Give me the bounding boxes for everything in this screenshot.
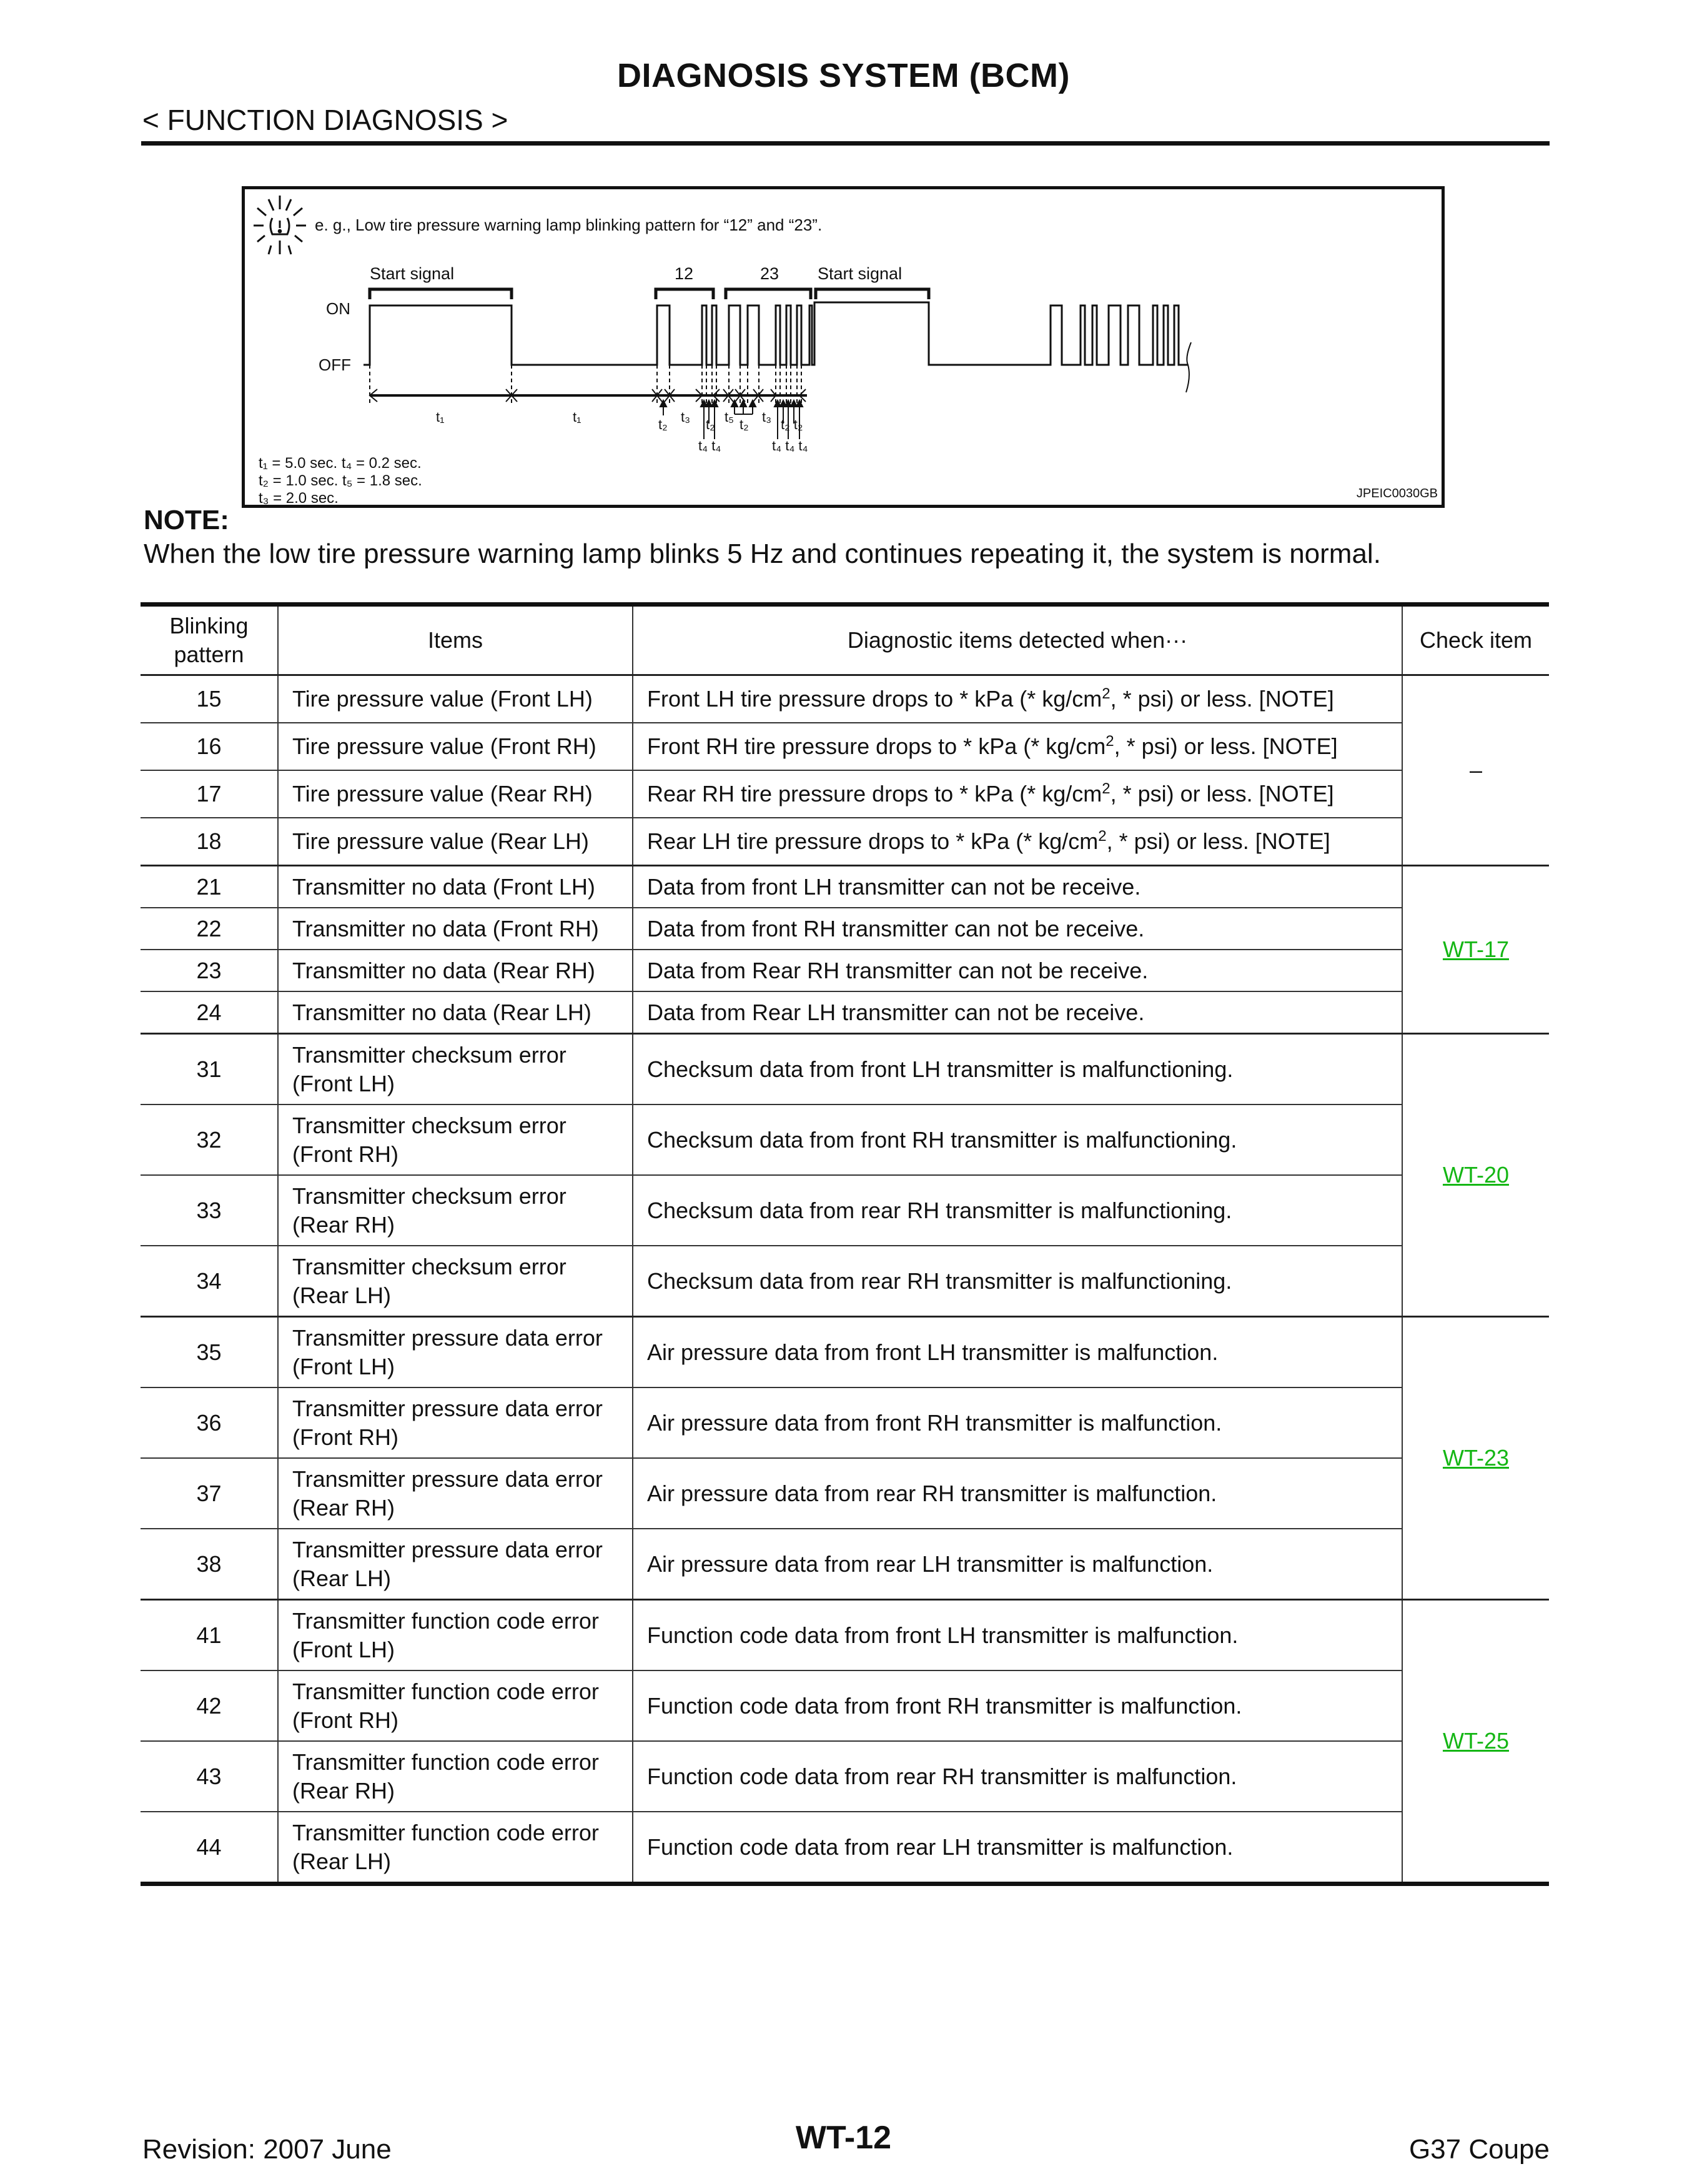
item-cell: Transmitter function code error (Rear LH) [278,1812,633,1884]
svg-text:t₅: t₅ [725,409,734,425]
blinking-pattern-cell: 22 [141,908,278,950]
detected-cell: Data from Rear LH transmitter can not be receive. [633,991,1402,1034]
detected-cell: Front RH tire pressure drops to * kPa (* $kg/cm^2$, * psi) or less. [NOTE] [633,723,1402,770]
detected-cell: Air pressure data from front RH transmitter is malfunction. [633,1387,1402,1458]
table-header-row [141,605,1549,675]
svg-text:t₃: t₃ [762,409,772,425]
check-item-cell [1402,1034,1549,1317]
blinking-pattern-cell: 36 [141,1387,278,1458]
svg-text:t₂: t₂ [658,417,668,432]
detected-cell: Air pressure data from rear RH transmitter is malfunction. [633,1458,1402,1529]
svg-text:t₂ t₂: t₂ t₂ [781,417,803,432]
table-row [141,1387,1549,1458]
svg-text:t₁: t₁ [573,409,581,425]
page-title: DIAGNOSIS SYSTEM (BCM) [616,57,1071,94]
section-heading: < FUNCTION DIAGNOSIS > [142,104,508,136]
column-header-blinking-pattern: Blinking pattern [141,605,278,675]
blinking-pattern-diagram [242,186,1445,508]
item-cell: Transmitter pressure data error (Front LH) [278,1317,633,1388]
item-cell: Transmitter pressure data error (Rear RH) [278,1458,633,1529]
table-row [141,1458,1549,1529]
blinking-pattern-cell: 31 [141,1034,278,1105]
table-row [141,1812,1549,1884]
link-wt-17[interactable]: WT-17 [1442,936,1509,962]
table-row [141,818,1549,866]
blinking-pattern-cell: 42 [141,1670,278,1741]
link-wt-23[interactable]: WT-23 [1442,1445,1509,1471]
blinking-pattern-cell: 18 [141,818,278,866]
item-cell: Transmitter no data (Rear LH) [278,991,633,1034]
diagram-caption: e. g., Low tire pressure warning lamp blinking pattern for “12” and “23”. [315,216,823,234]
detected-cell: Function code data from rear RH transmitter is malfunction. [633,1741,1402,1812]
item-cell: Transmitter function code error (Front RH) [278,1670,633,1741]
svg-text:t₄ t₄: t₄ t₄ [698,438,721,454]
item-cell: Tire pressure value (Rear LH) [278,818,633,866]
blinking-pattern-cell: 37 [141,1458,278,1529]
svg-text:t₂: t₂ [740,417,749,432]
svg-text:ON: ON [326,299,350,318]
blinking-pattern-cell: 43 [141,1741,278,1812]
check-item-cell [1402,1317,1549,1600]
svg-text:23: 23 [760,264,779,283]
detected-cell: Checksum data from rear RH transmitter is malfunctioning. [633,1175,1402,1246]
item-cell: Transmitter function code error (Rear RH) [278,1741,633,1812]
figure-id: JPEIC0030GB [1356,487,1438,500]
svg-text:t₂ = 1.0 sec. t₅ = 1.8 sec.: t₂ = 1.0 sec. t₅ = 1.8 sec. [259,472,422,489]
table-row [141,866,1549,908]
detected-cell: Front LH tire pressure drops to * kPa (* $kg/cm^2$, * psi) or less. [NOTE] [633,675,1402,723]
detected-cell: Data from front RH transmitter can not be receive. [633,908,1402,950]
blinking-pattern-cell: 35 [141,1317,278,1388]
detected-cell: Function code data from front RH transmitter is malfunction. [633,1670,1402,1741]
timing-legend [259,455,422,505]
blinking-pattern-cell: 33 [141,1175,278,1246]
revision-label: Revision: 2007 June [142,2134,392,2165]
item-cell: Transmitter checksum error (Front LH) [278,1034,633,1105]
item-cell: Tire pressure value (Front LH) [278,675,633,723]
table-row [141,1104,1549,1175]
table-row [141,1600,1549,1671]
table-row [141,1246,1549,1317]
check-item-cell: – [1402,675,1549,866]
table-row [141,991,1549,1034]
blinking-pattern-cell: 38 [141,1529,278,1600]
detected-cell: Rear LH tire pressure drops to * kPa (* $kg/cm^2$, * psi) or less. [NOTE] [633,818,1402,866]
item-cell: Transmitter pressure data error (Front RH) [278,1387,633,1458]
tire-pressure-warning-lamp-icon [254,196,306,254]
table-row [141,1175,1549,1246]
table-row [141,1529,1549,1600]
item-cell: Transmitter no data (Rear RH) [278,950,633,991]
svg-text:t₁ = 5.0 sec. t₄ = 0.2 sec.: t₁ = 5.0 sec. t₄ = 0.2 sec. [259,455,422,472]
detected-cell: Data from front LH transmitter can not be receive. [633,866,1402,908]
table-row [141,770,1549,818]
svg-text:t₁: t₁ [436,409,445,425]
detected-cell: Air pressure data from front LH transmitter is malfunction. [633,1317,1402,1388]
item-cell: Transmitter function code error (Front LH) [278,1600,633,1671]
item-cell: Transmitter no data (Front LH) [278,866,633,908]
svg-text:Start signal: Start signal [818,264,903,283]
link-wt-25[interactable]: WT-25 [1442,1728,1509,1754]
item-cell: Transmitter pressure data error (Rear LH) [278,1529,633,1600]
svg-text:t₂: t₂ [706,417,715,432]
note-label: NOTE: [144,505,229,535]
column-header-check-item: Check item [1402,605,1549,675]
svg-text:t₃: t₃ [681,409,691,425]
detected-cell: Checksum data from front LH transmitter is malfunctioning. [633,1034,1402,1105]
table-row [141,1317,1549,1388]
blinking-pattern-cell: 17 [141,770,278,818]
blinking-pattern-cell: 41 [141,1600,278,1671]
detected-cell: Data from Rear RH transmitter can not be receive. [633,950,1402,991]
item-cell: Tire pressure value (Rear RH) [278,770,633,818]
check-item-cell [1402,1600,1549,1884]
item-cell: Transmitter no data (Front RH) [278,908,633,950]
item-cell: Tire pressure value (Front RH) [278,723,633,770]
table-row [141,723,1549,770]
table-row [141,950,1549,991]
timing-chart [245,189,1442,505]
blinking-pattern-cell: 23 [141,950,278,991]
blinking-pattern-cell: 34 [141,1246,278,1317]
svg-text:Start signal: Start signal [370,264,455,283]
item-cell: Transmitter checksum error (Rear RH) [278,1175,633,1246]
table-row [141,1741,1549,1812]
table-row [141,1034,1549,1105]
svg-text:OFF: OFF [319,355,351,374]
svg-text:t₄ t₄ t₄: t₄ t₄ t₄ [772,438,808,454]
page-number: WT-12 [795,2120,892,2156]
table-row [141,1670,1549,1741]
note-text: When the low tire pressure warning lamp blinks 5 Hz and continues repeating it, the system is normal. [144,539,1381,569]
blinking-pattern-cell: 16 [141,723,278,770]
item-cell: Transmitter checksum error (Front RH) [278,1104,633,1175]
model-label: G37 Coupe [1408,2134,1550,2165]
check-item-cell [1402,866,1549,1034]
svg-text:12: 12 [675,264,694,283]
link-wt-20[interactable]: WT-20 [1442,1162,1509,1188]
blinking-pattern-table [141,602,1549,1886]
column-header-items: Items [278,605,633,675]
column-header-detected-when: Diagnostic items detected when··· [633,605,1402,675]
table-row [141,908,1549,950]
detected-cell: Checksum data from front RH transmitter is malfunctioning. [633,1104,1402,1175]
blinking-pattern-cell: 15 [141,675,278,723]
blinking-pattern-cell: 44 [141,1812,278,1884]
blinking-pattern-cell: 32 [141,1104,278,1175]
detected-cell: Function code data from front LH transmitter is malfunction. [633,1600,1402,1671]
item-cell: Transmitter checksum error (Rear LH) [278,1246,633,1317]
svg-text:t₃ = 2.0 sec.: t₃ = 2.0 sec. [259,490,339,505]
blinking-pattern-cell: 24 [141,991,278,1034]
detected-cell: Air pressure data from rear LH transmitter is malfunction. [633,1529,1402,1600]
header-divider [141,141,1550,146]
detected-cell: Function code data from rear LH transmitter is malfunction. [633,1812,1402,1884]
table-row [141,675,1549,723]
blinking-pattern-cell: 21 [141,866,278,908]
detected-cell: Checksum data from rear RH transmitter is malfunctioning. [633,1246,1402,1317]
detected-cell: Rear RH tire pressure drops to * kPa (* $kg/cm^2$, * psi) or less. [NOTE] [633,770,1402,818]
